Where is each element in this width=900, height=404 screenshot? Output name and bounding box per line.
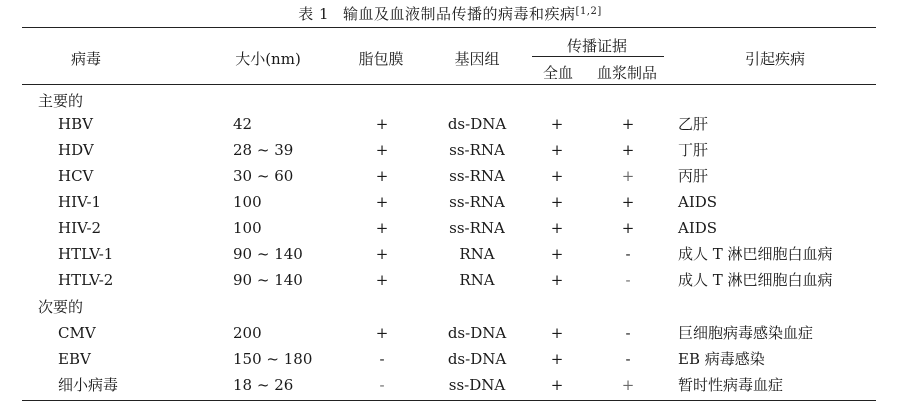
header-size: 大小(nm) (235, 50, 301, 68)
cell-disease: 巨细胞病毒感染血症 (678, 324, 814, 342)
cell-plasma: + (621, 219, 635, 237)
cell-size: 90 ~ 140 (233, 271, 303, 289)
table-caption (0, 3, 900, 24)
cell-genome: ss-RNA (449, 193, 505, 211)
cell-size: 30 ~ 60 (233, 167, 294, 185)
cell-lipid: + (375, 245, 389, 263)
cell-disease: AIDS (678, 193, 718, 211)
cell-plasma: - (625, 350, 631, 368)
cell-lipid: + (375, 167, 389, 185)
header-disease: 引起疾病 (744, 50, 806, 68)
cell-virus: EBV (58, 350, 91, 368)
cell-genome: ss-RNA (449, 219, 505, 237)
table-row (0, 372, 900, 398)
cell-size: 28 ~ 39 (233, 141, 294, 159)
header-evidence: 传播证据 (566, 37, 628, 55)
cell-disease: AIDS (678, 219, 718, 237)
cell-plasma: + (621, 167, 635, 185)
cell-plasma: + (621, 115, 635, 133)
cell-plasma: + (621, 376, 635, 394)
cell-whole-blood: + (550, 167, 564, 185)
cell-virus: CMV (58, 324, 96, 342)
cell-virus: HIV-2 (58, 219, 102, 237)
cell-genome: RNA (459, 271, 495, 289)
cell-whole-blood: + (550, 245, 564, 263)
cell-genome: ss-RNA (449, 167, 505, 185)
table-number: 表 1 (298, 5, 330, 23)
cell-size: 100 (233, 219, 262, 237)
header-whole-blood: 全血 (542, 64, 574, 82)
bottom-rule (22, 400, 876, 401)
cell-lipid: + (375, 193, 389, 211)
cell-disease: 暂时性病毒血症 (678, 376, 784, 394)
table-row (0, 320, 900, 346)
cell-whole-blood: + (550, 271, 564, 289)
table-row (0, 163, 900, 189)
table-row (0, 241, 900, 267)
cell-virus: HCV (58, 167, 94, 185)
cell-lipid: - (379, 350, 385, 368)
cell-lipid: + (375, 141, 389, 159)
evidence-subrule (532, 56, 664, 57)
cell-genome: ds-DNA (447, 115, 507, 133)
cell-plasma: + (621, 193, 635, 211)
cell-whole-blood: + (550, 324, 564, 342)
section-label-minor: 次要的 (38, 298, 84, 316)
cell-disease: 丁肝 (678, 141, 709, 159)
table-row (0, 215, 900, 241)
table-row (0, 267, 900, 293)
cell-disease: 乙肝 (678, 115, 709, 133)
table-row (0, 346, 900, 372)
table-row (0, 111, 900, 137)
cell-size: 18 ~ 26 (233, 376, 294, 394)
cell-genome: ss-DNA (448, 376, 506, 394)
header-genome: 基因组 (454, 50, 500, 68)
header-rule (22, 84, 876, 85)
cell-lipid: + (375, 324, 389, 342)
cell-whole-blood: + (550, 350, 564, 368)
cell-virus: HTLV-1 (58, 245, 114, 263)
cell-virus: HBV (58, 115, 93, 133)
cell-virus: HDV (58, 141, 94, 159)
cell-plasma: + (621, 141, 635, 159)
cell-whole-blood: + (550, 141, 564, 159)
cell-genome: ss-RNA (449, 141, 505, 159)
cell-lipid: + (375, 115, 389, 133)
cell-virus: HTLV-2 (58, 271, 114, 289)
cell-plasma: - (625, 324, 631, 342)
cell-whole-blood: + (550, 115, 564, 133)
cell-disease: 成人 T 淋巴细胞白血病 (678, 271, 833, 289)
cell-virus: 细小病毒 (58, 376, 119, 394)
cell-size: 42 (233, 115, 253, 133)
cell-lipid: - (379, 376, 385, 394)
cell-whole-blood: + (550, 193, 564, 211)
cell-genome: ds-DNA (447, 350, 507, 368)
cell-size: 100 (233, 193, 262, 211)
top-rule (22, 27, 876, 28)
cell-disease: 成人 T 淋巴细胞白血病 (678, 245, 833, 263)
cell-disease: EB 病毒感染 (678, 350, 765, 368)
table-row (0, 137, 900, 163)
cell-size: 150 ~ 180 (233, 350, 313, 368)
cell-lipid: + (375, 219, 389, 237)
cell-plasma: - (625, 245, 631, 263)
table-row (0, 189, 900, 215)
cell-genome: ds-DNA (447, 324, 507, 342)
cell-plasma: - (625, 271, 631, 289)
cell-disease: 丙肝 (678, 167, 709, 185)
cell-size: 200 (233, 324, 262, 342)
header-plasma-products: 血浆制品 (596, 64, 658, 82)
table-refs: [1,2] (575, 6, 602, 17)
cell-whole-blood: + (550, 376, 564, 394)
cell-lipid: + (375, 271, 389, 289)
cell-virus: HIV-1 (58, 193, 102, 211)
cell-genome: RNA (459, 245, 495, 263)
header-lipid: 脂包膜 (358, 50, 404, 68)
cell-size: 90 ~ 140 (233, 245, 303, 263)
table-title: 输血及血液制品传播的病毒和疾病 (343, 5, 576, 23)
header-virus: 病毒 (70, 50, 102, 68)
section-label-major: 主要的 (38, 92, 84, 110)
cell-whole-blood: + (550, 219, 564, 237)
